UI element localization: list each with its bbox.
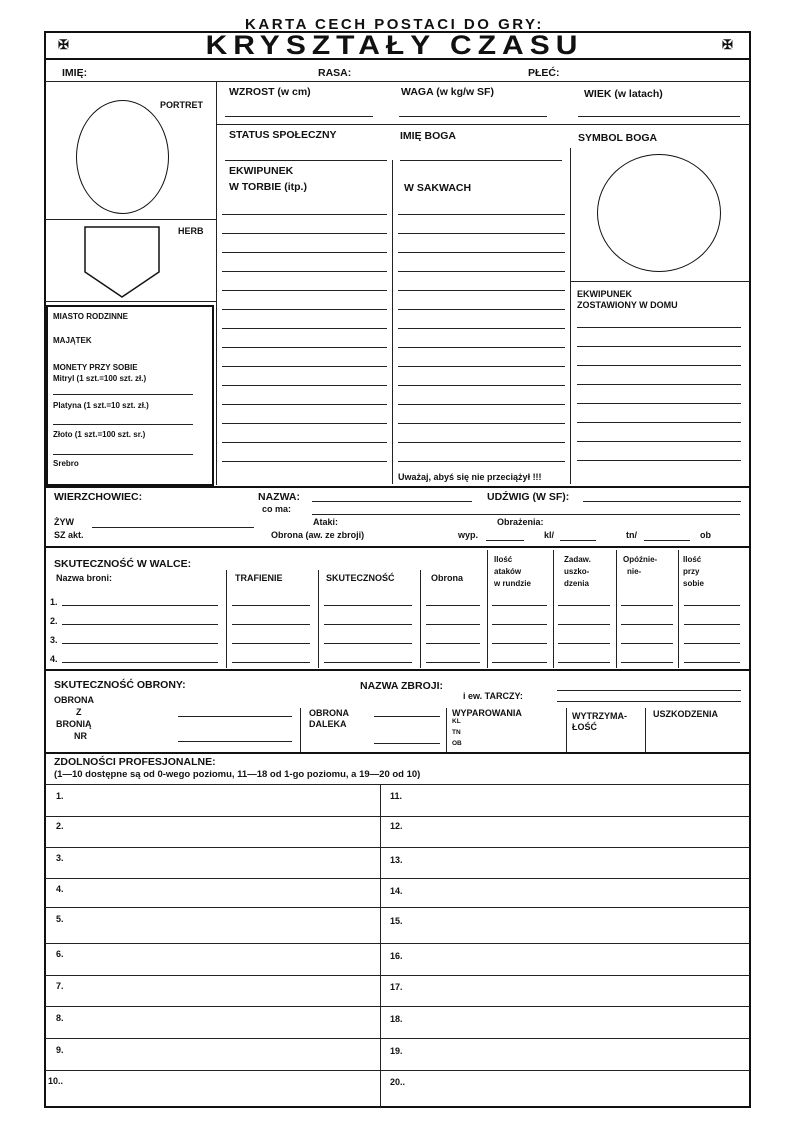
coat-of-arms-label: HERB: [178, 226, 204, 236]
overload-warning: Uważaj, abyś się nie przeciążył !!!: [398, 472, 542, 482]
silver-label: Srebro: [53, 459, 79, 468]
skill-14: 14.: [390, 886, 403, 896]
defence-header: Obrona: [431, 573, 464, 583]
skill-16: 16.: [390, 951, 403, 961]
height-line: [225, 116, 373, 117]
capacity-label: UDŹWIG (W SF):: [487, 491, 570, 503]
weapon-name-header: Nazwa broni:: [56, 573, 113, 583]
defence-with-weapon-3: BRONIĄ: [56, 719, 92, 729]
god-name-label: IMIĘ BOGA: [400, 130, 457, 142]
damage-dealt-header-1: Zadaw.: [564, 555, 591, 564]
mithril-line: [53, 394, 193, 395]
armor-name-label: NAZWA ZBROJI:: [360, 680, 444, 692]
parry-label: WYPAROWANIA: [452, 708, 522, 718]
mount-label: WIERZCHOWIEC:: [54, 491, 143, 503]
skill-7: 7.: [56, 981, 64, 991]
combat-col-7: [678, 550, 679, 668]
mithril-label: Mitryl (1 szt.=100 szt. zł.): [53, 374, 147, 383]
skills-note: (1—10 dostępne są od 0-wego poziomu, 11—18 od 1-go poziomu, a 19—20 od 10): [54, 769, 421, 780]
platinum-label: Platyna (1 szt.=10 szt. zł.): [53, 401, 149, 410]
skills-title: ZDOLNOŚCI PROFESJONALNE:: [54, 756, 216, 768]
portrait-divider: [45, 219, 217, 220]
status-label: STATUS SPOŁECZNY: [229, 129, 337, 141]
attacks-label: Ataki:: [313, 517, 339, 527]
in-saddlebags-label: W SAKWACH: [404, 182, 472, 194]
capacity-line: [583, 501, 741, 502]
skill-15: 15.: [390, 916, 403, 926]
hometown-label: MIASTO RODZINNE: [53, 312, 128, 321]
sex-label: PŁEĆ:: [528, 67, 560, 79]
equipment-label: EKWIPUNEK: [229, 165, 294, 177]
damage-wyp-line: [486, 540, 524, 541]
skill-17: 17.: [390, 982, 403, 992]
in-hand-header-2: przy: [683, 567, 700, 576]
shield-label: i ew. TARCZY:: [463, 691, 523, 701]
delay-header-1: Opóźnie-: [623, 555, 658, 564]
combat-title: SKUTECZNOŚĆ W WALCE:: [54, 558, 192, 570]
skill-9: 9.: [56, 1045, 64, 1055]
skills-center-divider: [380, 784, 381, 1108]
combat-col-1: [226, 570, 227, 668]
combat-divider: [45, 669, 750, 671]
ornament-right: ✠: [722, 37, 733, 52]
damage-tn: tn/: [626, 530, 637, 540]
combat-col-2: [318, 570, 319, 668]
defence-col-1: [300, 708, 301, 752]
ranged-defence-2: DALEKA: [309, 719, 347, 729]
age-label: WIEK (w latach): [584, 88, 663, 100]
damage-condition-label: USZKODZENIA: [653, 709, 718, 719]
skill-13: 13.: [390, 855, 403, 865]
hit-header: TRAFIENIE: [235, 573, 283, 583]
skill-19: 19.: [390, 1046, 403, 1056]
skills-header-divider: [45, 784, 750, 785]
age-line: [578, 116, 740, 117]
skill-12: 12.: [390, 821, 403, 831]
skill-11: 11.: [390, 791, 403, 801]
armor-defence-label: Obrona (aw. ze zbroji): [271, 530, 365, 540]
defence-with-weapon-2: Z: [76, 707, 82, 717]
combat-col-5: [553, 550, 554, 668]
height-label: WZROST (w cm): [229, 86, 311, 98]
identity-divider: [45, 81, 750, 82]
mount-name-line: [312, 501, 472, 502]
in-bag-label: W TORBIE (itp.): [229, 181, 307, 193]
damage-ob: ob: [700, 530, 711, 540]
parry-kl: KL: [452, 718, 461, 725]
name-label: IMIĘ:: [62, 67, 88, 79]
combat-col-3: [420, 570, 421, 668]
portrait-label: PORTRET: [160, 100, 204, 110]
sz-label: SZ akt.: [54, 530, 84, 540]
property-label: MAJĄTEK: [53, 336, 92, 345]
endurance-label-2: ŁOŚĆ: [572, 722, 598, 732]
damage-kl-line: [560, 540, 596, 541]
ornament-left: ✠: [58, 37, 69, 52]
damage-kl: kl/: [544, 530, 555, 540]
god-symbol-divider: [571, 281, 750, 282]
defence-line-2: [178, 741, 292, 742]
defence-title: SKUTECZNOŚĆ OBRONY:: [54, 679, 186, 691]
gold-label: Złoto (1 szt.=100 szt. sr.): [53, 430, 146, 439]
mount-has-line: [312, 514, 740, 515]
skill-3: 3.: [56, 853, 64, 863]
shield-line: [557, 701, 741, 702]
defence-col-4: [645, 708, 646, 752]
in-hand-header-1: Ilość: [683, 555, 702, 564]
defence-with-weapon-4: NR: [74, 731, 87, 741]
endurance-label-1: WYTRZYMA-: [572, 711, 627, 721]
damage-tn-line: [644, 540, 690, 541]
mount-has-label: co ma:: [262, 504, 292, 514]
portrait-column-divider: [216, 81, 217, 485]
combat-col-6: [616, 550, 617, 668]
ranged-defence-1: OBRONA: [309, 708, 349, 718]
skill-5: 5.: [56, 914, 64, 924]
defence-col-2: [446, 708, 447, 752]
physical-divider: [217, 124, 750, 125]
defence-line-1: [178, 716, 292, 717]
skill-18: 18.: [390, 1014, 403, 1024]
attacks-count-header-1: Ilość: [494, 555, 513, 564]
coat-of-arms-shield: [84, 226, 160, 298]
weight-line: [399, 116, 547, 117]
damage-label: Obrażenia:: [497, 517, 544, 527]
equipment-column-divider-2: [570, 148, 571, 484]
arms-divider: [45, 301, 217, 302]
skill-4: 4.: [56, 884, 64, 894]
ranged-line-1: [374, 716, 440, 717]
home-equipment-label-1: EKWIPUNEK: [577, 289, 633, 299]
attacks-count-header-3: w rundzie: [494, 579, 531, 588]
god-name-line: [400, 160, 562, 161]
ranged-line-2: [374, 743, 440, 744]
coins-label: MONETY PRZY SOBIE: [53, 363, 138, 372]
weight-label: WAGA (w kg/w SF): [401, 86, 494, 98]
damage-dealt-header-3: dzenia: [564, 579, 589, 588]
delay-header-2: nie-: [627, 567, 642, 576]
mount-divider: [45, 546, 750, 548]
parry-ob: OB: [452, 740, 462, 747]
damage-dealt-header-2: uszko-: [564, 567, 590, 576]
skill-20: 20..: [390, 1077, 406, 1087]
defence-col-3: [566, 708, 567, 752]
in-hand-header-3: sobie: [683, 579, 704, 588]
skill-1: 1.: [56, 791, 64, 801]
hp-line: [92, 527, 254, 528]
gold-line: [53, 454, 193, 455]
sheet-title: KRYSZTAŁY CZASU: [205, 30, 584, 61]
combat-col-4: [487, 550, 488, 668]
attacks-count-header-2: ataków: [494, 567, 522, 576]
god-symbol-label: SYMBOL BOGA: [578, 132, 658, 144]
mount-name-label: NAZWA:: [258, 491, 300, 503]
armor-name-line: [557, 690, 741, 691]
sheet-subtitle: KARTA CECH POSTACI DO GRY:: [245, 16, 544, 33]
skill-2: 2.: [56, 821, 64, 831]
skill-10: 10..: [48, 1076, 64, 1086]
hp-label: ŻYW: [54, 517, 74, 527]
platinum-line: [53, 424, 193, 425]
home-equipment-label-2: ZOSTAWIONY W DOMU: [577, 300, 678, 310]
parry-tn: TN: [452, 729, 461, 736]
damage-wyp: wyp.: [458, 530, 479, 540]
equipment-column-divider-1: [392, 160, 393, 484]
defence-divider: [45, 752, 750, 754]
race-label: RASA:: [318, 67, 352, 79]
defence-with-weapon-1: OBRONA: [54, 695, 94, 705]
effectiveness-header: SKUTECZNOŚĆ: [326, 573, 395, 583]
status-line: [225, 160, 387, 161]
skill-6: 6.: [56, 949, 64, 959]
upper-section-divider: [45, 486, 750, 488]
portrait-oval: [76, 100, 169, 214]
god-symbol-circle: [597, 154, 721, 272]
skill-8: 8.: [56, 1013, 64, 1023]
